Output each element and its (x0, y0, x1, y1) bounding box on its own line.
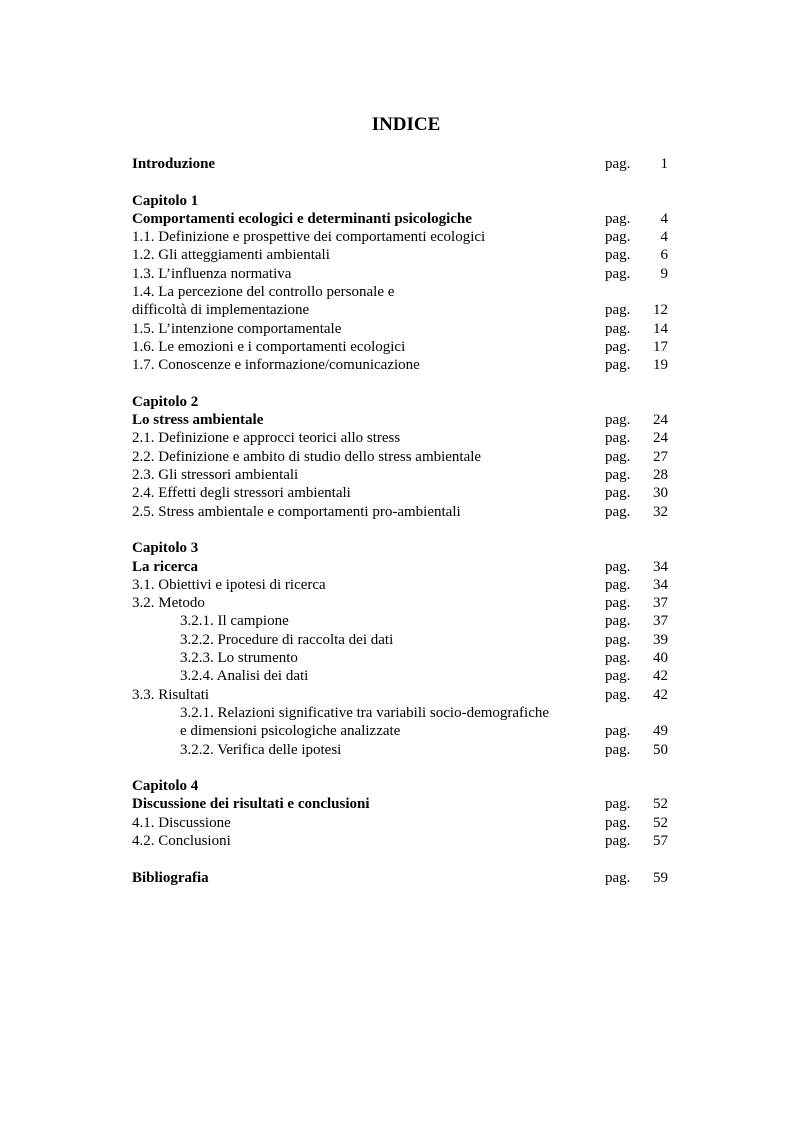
toc-entry-pag-label: pag. (605, 338, 631, 355)
toc-entry (132, 429, 672, 447)
toc-entry-page-number: 42 (653, 686, 668, 703)
toc-entry (132, 832, 672, 850)
toc-entry-pag-label: pag. (605, 156, 631, 172)
toc-entry-title: Capitolo 2 (132, 393, 199, 410)
toc-entry-page-number: 37 (653, 613, 668, 630)
toc-entry-page-number: 19 (653, 357, 668, 374)
toc-entry-page-number: 49 (653, 723, 668, 740)
toc-entry-page-number: 28 (653, 467, 668, 484)
toc-entry-page-number: 32 (653, 503, 668, 520)
toc-entry (132, 338, 672, 356)
toc-entry-title: e dimensioni psicologiche analizzate (180, 723, 401, 740)
toc-entry (132, 246, 672, 264)
toc-spacer (132, 521, 672, 539)
toc-entry-pag-label: pag. (605, 832, 631, 849)
toc-entry (132, 265, 672, 283)
toc-entry (132, 686, 672, 704)
toc-entry (132, 356, 672, 374)
toc-entry-title: 3.2.2. Verifica delle ipotesi (180, 741, 342, 758)
toc-entry-page-number: 40 (653, 650, 668, 667)
toc-entry (132, 869, 672, 887)
table-of-contents (132, 155, 672, 887)
toc-entry-title: 2.3. Gli stressori ambientali (132, 467, 299, 484)
toc-entry-page-number: 42 (653, 668, 668, 685)
toc-entry (132, 228, 672, 246)
toc-entry (132, 411, 672, 429)
toc-entry (132, 210, 672, 228)
toc-entry-page-number: 12 (653, 302, 668, 319)
toc-entry-title: Capitolo 3 (132, 540, 199, 557)
toc-entry (132, 448, 672, 466)
toc-entry-title: 3.2.2. Procedure di raccolta dei dati (180, 631, 394, 648)
toc-entry-page-number: 24 (653, 412, 668, 429)
toc-entry-page-number: 59 (653, 869, 668, 886)
toc-entry-title: 1.5. L’intenzione comportamentale (132, 320, 342, 337)
toc-entry (132, 777, 672, 795)
toc-entry (132, 484, 672, 502)
toc-entry-title: 1.6. Le emozioni e i comportamenti ecologici (132, 338, 406, 355)
toc-entry-pag-label: pag. (605, 558, 631, 575)
toc-entry (132, 576, 672, 594)
toc-entry-title: 1.1. Definizione e prospettive dei comportamenti ecologici (132, 229, 486, 246)
toc-entry-page-number: 14 (653, 320, 668, 337)
toc-entry-pag-label: pag. (605, 631, 631, 648)
toc-entry (132, 192, 672, 210)
toc-entry-title: Capitolo 4 (132, 778, 199, 795)
toc-entry (132, 320, 672, 338)
toc-entry (132, 594, 672, 612)
toc-entry-pag-label: pag. (605, 741, 631, 758)
toc-entry-page-number: 17 (653, 338, 668, 355)
toc-entry (132, 612, 672, 630)
toc-entry-title: Comportamenti ecologici e determinanti psicologiche (132, 210, 472, 227)
toc-entry-pag-label: pag. (605, 613, 631, 630)
toc-entry-pag-label: pag. (605, 302, 631, 319)
toc-entry-page-number: 39 (653, 631, 668, 648)
toc-entry (132, 155, 672, 173)
toc-entry-pag-label: pag. (605, 229, 631, 246)
toc-entry-title: 1.3. L’influenza normativa (132, 265, 292, 282)
toc-entry-title: 3.3. Risultati (132, 686, 210, 703)
toc-entry-pag-label: pag. (605, 869, 631, 886)
toc-spacer (132, 375, 672, 393)
toc-entry-title: 4.1. Discussione (132, 814, 231, 831)
toc-entry-pag-label: pag. (605, 595, 631, 612)
toc-entry-pag-label: pag. (605, 247, 631, 264)
toc-spacer (132, 850, 672, 868)
toc-entry-pag-label: pag. (605, 430, 631, 447)
toc-entry-title: 2.2. Definizione e ambito di studio dello stress ambientale (132, 448, 482, 465)
toc-entry-pag-label: pag. (605, 448, 631, 465)
toc-entry-title: Lo stress ambientale (132, 412, 264, 429)
toc-entry (132, 722, 672, 740)
toc-entry-title: 2.4. Effetti degli stressori ambientali (132, 485, 351, 502)
toc-entry-title: Introduzione (132, 156, 216, 172)
toc-entry-page-number: 34 (653, 576, 668, 593)
toc-entry-title: Discussione dei risultati e conclusioni (132, 796, 370, 813)
toc-entry-pag-label: pag. (605, 796, 631, 813)
toc-entry-page-number: 1 (660, 156, 668, 172)
toc-entry-pag-label: pag. (605, 576, 631, 593)
toc-entry-page-number: 30 (653, 485, 668, 502)
toc-entry-pag-label: pag. (605, 814, 631, 831)
toc-entry-pag-label: pag. (605, 320, 631, 337)
toc-entry-page-number: 6 (660, 247, 668, 264)
toc-entry (132, 814, 672, 832)
toc-entry-pag-label: pag. (605, 485, 631, 502)
toc-entry (132, 667, 672, 685)
toc-entry-title: Bibliografia (132, 869, 209, 886)
toc-entry-page-number: 57 (653, 832, 668, 849)
toc-entry-page-number: 52 (653, 814, 668, 831)
toc-entry-title: 1.4. La percezione del controllo personale e (132, 284, 395, 301)
toc-entry (132, 741, 672, 759)
toc-entry-page-number: 37 (653, 595, 668, 612)
toc-spacer (132, 173, 672, 191)
toc-entry-title: 2.5. Stress ambientale e comportamenti pro-ambientali (132, 503, 461, 520)
toc-entry-title: 3.2.1. Relazioni significative tra variabili socio-demografiche (180, 704, 550, 721)
toc-entry-pag-label: pag. (605, 686, 631, 703)
toc-entry (132, 393, 672, 411)
toc-entry-pag-label: pag. (605, 467, 631, 484)
toc-entry-title: 1.2. Gli atteggiamenti ambientali (132, 247, 330, 264)
toc-entry (132, 704, 672, 722)
toc-entry-page-number: 50 (653, 741, 668, 758)
toc-entry-title: 3.2.3. Lo strumento (180, 650, 298, 667)
toc-entry-pag-label: pag. (605, 210, 631, 227)
toc-entry-pag-label: pag. (605, 650, 631, 667)
toc-entry (132, 466, 672, 484)
toc-entry-pag-label: pag. (605, 668, 631, 685)
toc-entry-page-number: 34 (653, 558, 668, 575)
toc-entry-title: 3.2.1. Il campione (180, 613, 289, 630)
toc-entry (132, 649, 672, 667)
toc-entry (132, 503, 672, 521)
toc-entry-title: 3.1. Obiettivi e ipotesi di ricerca (132, 576, 326, 593)
toc-entry-page-number: 24 (653, 430, 668, 447)
toc-entry-page-number: 4 (660, 229, 668, 246)
toc-entry-title: La ricerca (132, 558, 198, 575)
toc-entry (132, 539, 672, 557)
toc-entry-pag-label: pag. (605, 357, 631, 374)
toc-entry-title: 3.2. Metodo (132, 595, 205, 612)
toc-entry-title: 1.7. Conoscenze e informazione/comunicazione (132, 357, 420, 374)
toc-entry-title: 3.2.4. Analisi dei dati (180, 668, 309, 685)
toc-entry-title: 4.2. Conclusioni (132, 832, 231, 849)
toc-entry (132, 631, 672, 649)
toc-entry-title: Capitolo 1 (132, 192, 199, 209)
toc-entry-pag-label: pag. (605, 265, 631, 282)
toc-entry (132, 283, 672, 301)
toc-entry-title: 2.1. Definizione e approcci teorici allo stress (132, 430, 401, 447)
toc-entry-page-number: 4 (660, 210, 668, 227)
toc-entry-title: difficoltà di implementazione (132, 302, 310, 319)
toc-entry-pag-label: pag. (605, 503, 631, 520)
toc-entry-page-number: 27 (653, 448, 668, 465)
toc-entry-page-number: 52 (653, 796, 668, 813)
toc-spacer (132, 759, 672, 777)
toc-entry-pag-label: pag. (605, 723, 631, 740)
page-title: INDICE (371, 114, 441, 135)
toc-entry (132, 558, 672, 576)
toc-entry (132, 795, 672, 813)
toc-entry-page-number: 9 (660, 265, 668, 282)
toc-entry (132, 301, 672, 319)
toc-entry-pag-label: pag. (605, 412, 631, 429)
